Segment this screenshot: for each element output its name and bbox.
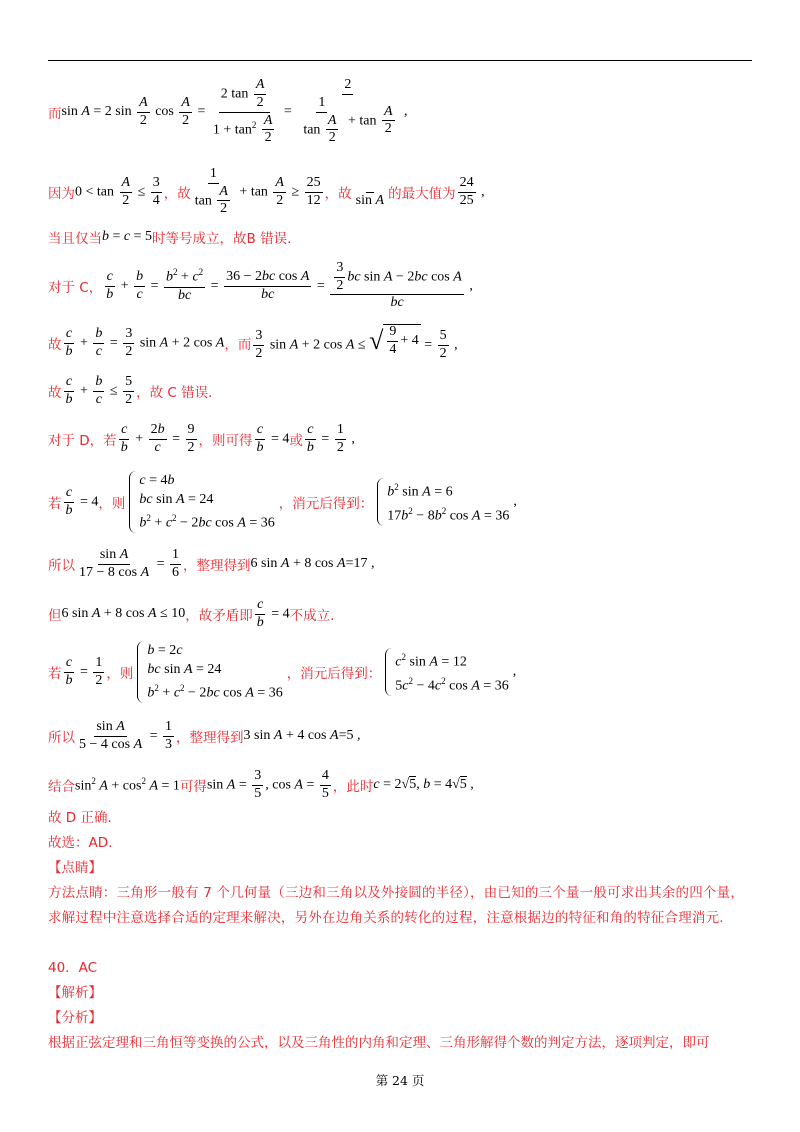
conclusion-B: B 错误.: [246, 231, 292, 247]
conclusion-D: 故 D 正确.: [48, 810, 112, 826]
system-2: b = 2c bc sin A = 24 $b^2 + c^2 - 2bc$ cos A = 36: [137, 641, 282, 703]
eq-case1b-line: 所以 $\frac{\text{sin A}}{\text{17 − 8 cos A}}$ = $\frac{1}{6}$ ，整理得到 6 sin A + 8 cos A=17 ,: [48, 546, 375, 580]
system-1: c = 4b bc sin A = 24 $b^2 + c^2 - 2bc$ cos A = 36: [129, 471, 274, 533]
eq-case1c-line: 但 6 sin A + 8 cos A ≤ 10 ，故矛盾即 $\frac{c}{b}$ = 4 不成立.: [48, 596, 335, 630]
text-gu2: ，故: [324, 186, 352, 202]
eq-yinwei-line: 因为 0 < tan $\frac{A}{2}$ ≤ $\frac{3}{4}$ ，故 1 tan $\frac{A}{2}$ + tan $\frac{A}{2}$ ≥ $\frac{25}{12}$ ，故 sin A 的最大值为 $\frac{24}{25}$ ,: [48, 165, 485, 217]
system-2-reduced: $c^2$ sin A = 12 $5c^2 - 4c^2$ cos A = 36: [385, 648, 508, 695]
text-gu: ，故: [163, 186, 191, 202]
header-rule: [48, 60, 752, 61]
eq-case2-line: 若 $\frac{c}{b}$ = $\frac{1}{2}$ ，则 b = 2c bc sin A = 24 $b^2 + c^2 - 2bc$ cos A = 36 ，消元后得到： $c^2$ sin A = 12 $5c^2 - 4c^2$ cos A = 36 ,: [48, 643, 517, 701]
question-40: 40．AC: [48, 960, 98, 976]
eq-C3-line: 故 $\frac{c}{b}$ + $\frac{b}{c}$ ≤ $\frac{5}{2}$ ，故 C 错误.: [48, 373, 213, 407]
eq-case2c-line: 结合 $\sin^2 A + \cos^2 A = 1$ 可得 sin A = $\frac{3}{5}$ , cos A = $\frac{4}{5}$ ，此时 c = 2√5, b = 4√5 ,: [48, 767, 474, 801]
conclusion-C: ，故 C 错误.: [136, 385, 213, 401]
text-maxval: 的最大值为: [388, 186, 456, 202]
text-yinwei: 因为: [48, 186, 75, 202]
page-number: 第 24 页: [375, 1073, 425, 1088]
eq-C2-line: 故 $\frac{c}{b}$ + $\frac{b}{c}$ = $\frac{3}{2}$ sin A + 2 cos A ，而 $\frac{3}{2}$ sin A + 2 cos A ≤ √ $\frac{9}{4}$ + 4 = $\frac{5}{2}$ ,: [48, 324, 458, 362]
eq-C-line: 对于 C， $\frac{c}{b}$ + $\frac{b}{c}$ = $\frac{b^2 + c^2}{bc}$ = $\frac{\text{36 − 2bc cos A}}{bc}$ = $\frac{3}{2}$ bc sin A − 2bc cos A bc ,: [48, 259, 473, 311]
eq-case2b-line: 所以 $\frac{\text{sin A}}{\text{5 − 4 cos A}}$ = $\frac{1}{3}$ ，整理得到 3 sin A + 4 cos A=5 ,: [48, 718, 361, 752]
answer-choice: 故选：AD.: [48, 835, 113, 851]
method-note: 方法点睛：三角形一般有 7 个几何量（三边和三角以及外接圆的半径），由已知的三个量一般可求出其余的四个量，求解过程中注意选择合适的定理来解决，另外在边角关系的转化的过程，注意根据边的特征和角的特征合理消元.: [48, 885, 745, 926]
eq-sinA: sin A = 2 sin $\frac{A}{2}$ cos $\frac{A}{2}$ = 2 tan $\frac{A}{2}$ $1 + \tan^2$ $\frac{A}{2}$ = 2 1 tan $\frac{A}{2}$ + tan $\frac{A}{2}$ ,: [61, 77, 408, 146]
section-dianjing: 【点睛】: [48, 860, 102, 876]
eq-equality-line: 当且仅当 b = c = 5 时等号成立，故 B 错误.: [48, 229, 292, 247]
section-fenxi: 【分析】: [48, 1010, 102, 1026]
system-1-reduced: $b^2$ sin A = 6 $17b^2 - 8b^2$ cos A = 36: [377, 478, 509, 525]
eq-D-line: 对于 D，若 $\frac{c}{b}$ + $\frac{2b}{c}$ = $\frac{9}{2}$ ，则可得 $\frac{c}{b}$ = 4 或 $\frac{c}{b}$ = $\frac{1}{2}$ ,: [48, 421, 355, 455]
eq-sinA-line: [48, 72, 752, 152]
text-er: 而: [48, 106, 62, 122]
analysis-text: 根据正弦定理和三角恒等变换的公式，以及三角性的内角和定理、三角形解得个数的判定方法，逐项判定，即可: [48, 1035, 710, 1051]
section-jiexi: 【解析】: [48, 985, 102, 1001]
eq-case1-line: 若 $\frac{c}{b}$ = 4 ，则 c = 4b bc sin A = 24 $b^2 + c^2 - 2bc$ cos A = 36 ，消元后得到： $b^2$ sin A = 6 $17b^2 - 8b^2$ cos A = 36 ,: [48, 473, 517, 531]
